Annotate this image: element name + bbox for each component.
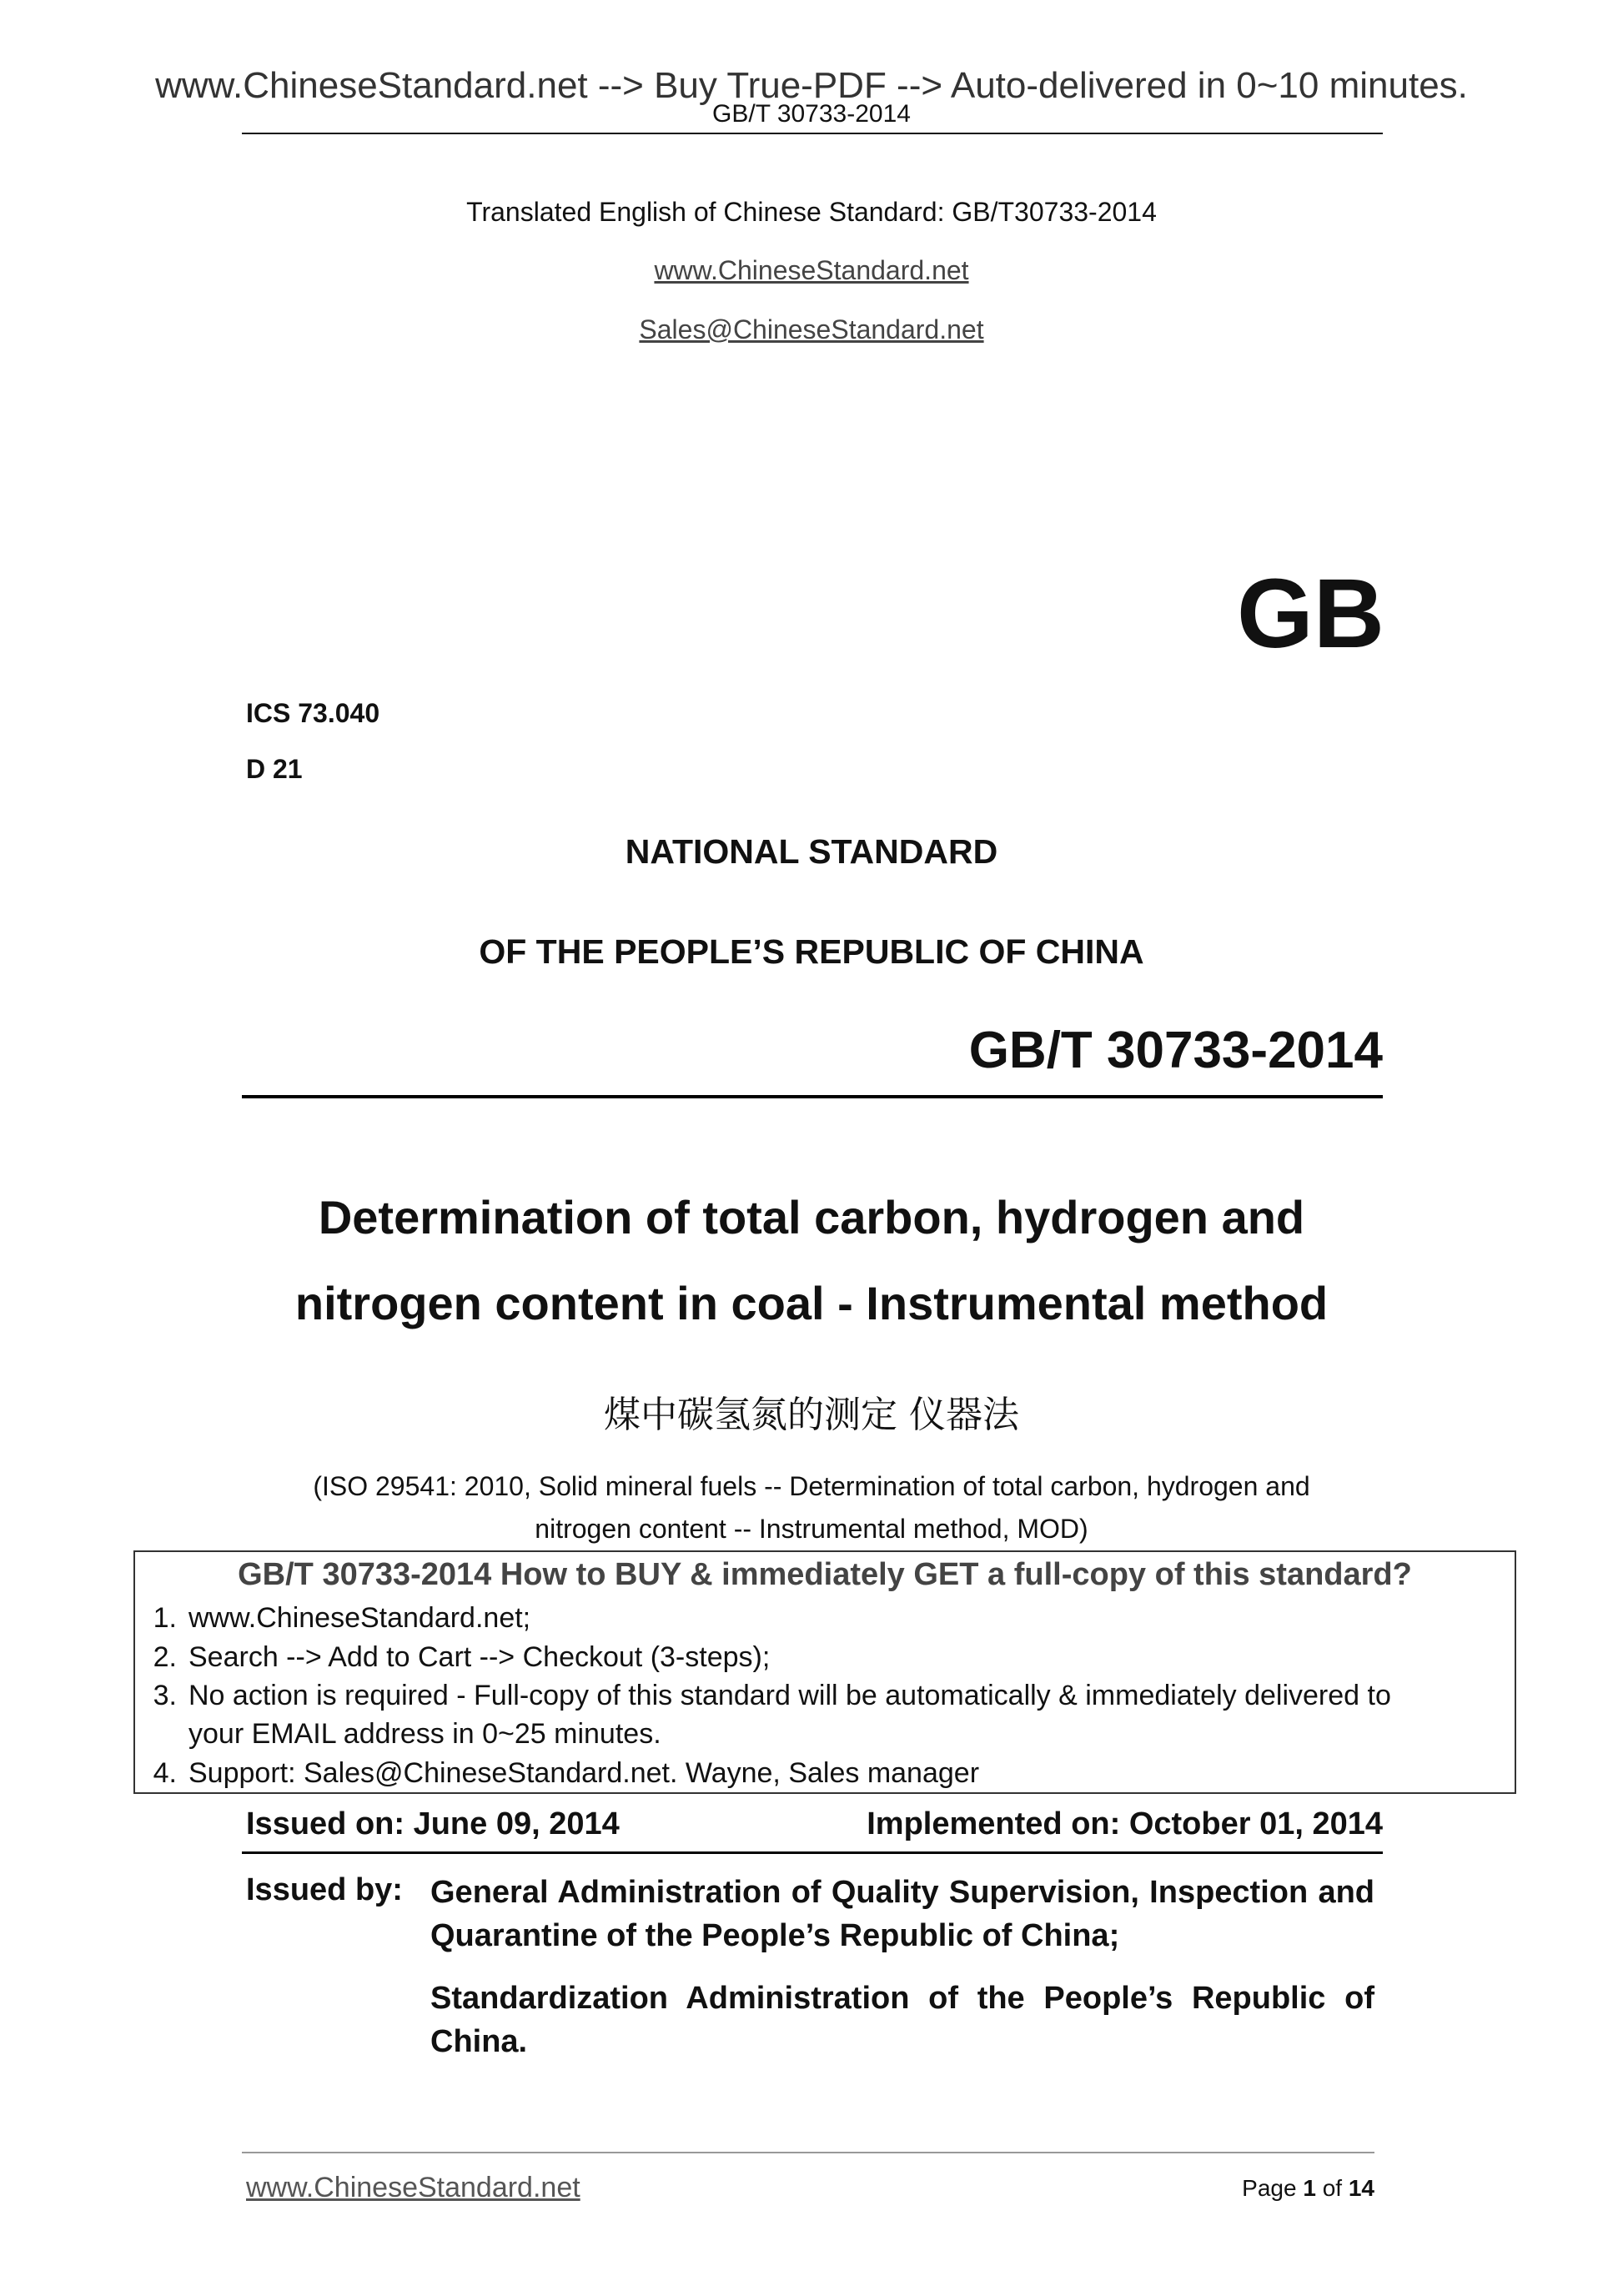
standard-code: GB/T 30733-2014 bbox=[968, 1022, 1383, 1079]
step-text: No action is required - Full-copy of this standard will be automatically & immediately delivered to bbox=[188, 1680, 1391, 1711]
step-text: your EMAIL address in 0~25 minutes. bbox=[188, 1718, 661, 1750]
document-title-line1: Determination of total carbon, hydrogen and bbox=[318, 1191, 1305, 1243]
title-rule bbox=[242, 1095, 1383, 1098]
issuer-aqsiq: General Administration of Quality Supervision, Inspection and Quarantine of the People’s Republic of China; bbox=[430, 1875, 1374, 1953]
chinese-title: 煤中碳氢氮的测定 仪器法 bbox=[604, 1394, 1019, 1436]
document-title-line2: nitrogen content in coal - Instrumental method bbox=[294, 1277, 1329, 1329]
ccs-code: D 21 bbox=[246, 754, 303, 784]
issued-on-date: Issued on: June 09, 2014 bbox=[246, 1806, 620, 1841]
buy-step bbox=[135, 1757, 979, 1790]
website-link[interactable]: www.ChineseStandard.net bbox=[654, 255, 969, 285]
buy-instructions-box bbox=[133, 1550, 1516, 1794]
ics-code: ICS 73.040 bbox=[246, 698, 380, 728]
email-link[interactable]: Sales@ChineseStandard.net bbox=[639, 314, 984, 344]
site-link-wrapper bbox=[0, 255, 1623, 286]
issued-by-label: Issued by: bbox=[246, 1872, 403, 1907]
footer-rule bbox=[242, 2152, 1374, 2153]
step-number: 1. bbox=[153, 1602, 177, 1634]
national-standard-heading: NATIONAL STANDARD bbox=[625, 832, 998, 871]
header-rule bbox=[242, 133, 1383, 134]
step-number: 3. bbox=[153, 1680, 177, 1711]
gb-mark: GB bbox=[1237, 559, 1384, 669]
header-standard-code: GB/T 30733-2014 bbox=[712, 100, 911, 128]
iso-reference-line2: nitrogen content -- Instrumental method, MOD) bbox=[535, 1514, 1088, 1544]
page-of: of bbox=[1322, 2175, 1343, 2201]
republic-heading: OF THE PEOPLE’S REPUBLIC OF CHINA bbox=[479, 932, 1144, 971]
iso-reference-line1: (ISO 29541: 2010, Solid mineral fuels -- Determination of total carbon, hydrogen and bbox=[313, 1471, 1310, 1501]
step-number: 2. bbox=[153, 1641, 177, 1673]
buy-step bbox=[135, 1602, 530, 1635]
implemented-on-date: Implemented on: October 01, 2014 bbox=[867, 1806, 1383, 1841]
page-prefix: Page bbox=[1242, 2175, 1297, 2201]
buy-step bbox=[135, 1641, 770, 1674]
step-text: Support: Sales@ChineseStandard.net. Wayne, Sales manager bbox=[188, 1757, 980, 1789]
page-number bbox=[1168, 2175, 1374, 2202]
dates-rule bbox=[242, 1851, 1383, 1854]
buy-box-heading: GB/T 30733-2014 How to BUY & immediately GET a full-copy of this standard? bbox=[238, 1557, 1412, 1592]
email-link-wrapper bbox=[0, 314, 1623, 345]
step-number: 4. bbox=[153, 1757, 177, 1789]
translated-line: Translated English of Chinese Standard: GB/T30733-2014 bbox=[466, 197, 1157, 227]
page-current: 1 bbox=[1303, 2175, 1316, 2201]
buy-step-continuation bbox=[135, 1718, 661, 1751]
step-text: www.ChineseStandard.net; bbox=[188, 1602, 531, 1634]
step-text: Search --> Add to Cart --> Checkout (3-steps); bbox=[188, 1641, 771, 1673]
buy-step bbox=[135, 1680, 1391, 1712]
issuer-sac: Standardization Administration of the People’s Republic of China. bbox=[430, 1981, 1374, 2059]
footer-website-link[interactable]: www.ChineseStandard.net bbox=[246, 2172, 580, 2203]
top-banner: www.ChineseStandard.net --> Buy True-PDF --> Auto-delivered in 0~10 minutes. bbox=[155, 65, 1468, 106]
page-total: 14 bbox=[1348, 2175, 1374, 2201]
